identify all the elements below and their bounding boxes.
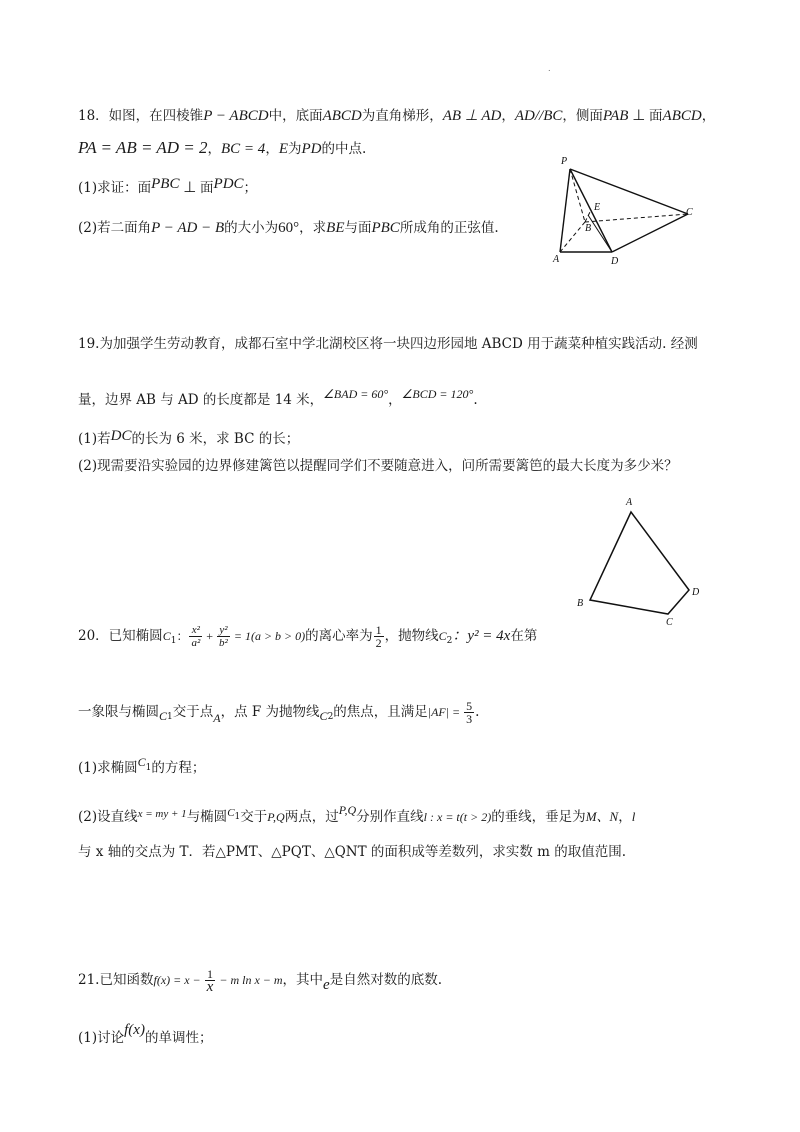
frac-one-half: $\frac{1}{2}$ xyxy=(375,623,382,650)
q18-line2: PA = AB = AD = 2，BC = 4，E为PD的中点. xyxy=(78,138,367,157)
label-a: A xyxy=(553,254,560,265)
label-e: E xyxy=(594,202,601,213)
label-p: P xyxy=(561,156,568,167)
q20-line2: 一象限与椭圆$C_1$交于点A，点 F 为抛物线$C_2$的焦点，且满足|AF| = $\frac{5}{3}$ . xyxy=(78,699,480,726)
edge-pd xyxy=(570,169,612,252)
label-b: B xyxy=(577,598,584,609)
frac-x2-a2: $\frac{\text{x²}}{\text{a²}}$ xyxy=(191,624,201,649)
edge-bc xyxy=(585,214,688,222)
edge-pc xyxy=(570,169,688,214)
label-d: D xyxy=(611,256,619,267)
q20-line3: 与 x 轴的交点为 T．若△PMT、△PQT、△QNT 的面积成等差数列，求实数 m 的取值范围. xyxy=(78,844,627,860)
edge-dc xyxy=(612,214,688,252)
q18-pyramid-figure xyxy=(545,152,705,267)
frac-five-thirds: $\frac{5}{3}$ xyxy=(466,699,473,726)
label-c: C xyxy=(666,617,673,627)
q19-part2: (2)现需要沿实验园的边界修建篱笆以提醒同学们不要随意进入，问所需要篱笆的最大长度为多少米？ xyxy=(78,458,678,474)
label-b: B xyxy=(585,223,592,234)
quadrilateral-abcd xyxy=(590,512,689,614)
q20-part2: (2)设直线$^{x = my + 1}$与椭圆$^{C1}$交于P,Q两点，过P,Q分别作直线l : x = t(t > 2)的垂线，垂足为M、N，l xyxy=(78,803,636,825)
q18-part1: (1)求证：面PBC ⊥ 面PDC； xyxy=(78,176,258,196)
edge-pa xyxy=(560,169,570,252)
top-mark: . xyxy=(548,64,551,73)
q20-line1: 20．已知椭圆$C_1$： $\frac{\text{x²}}{\text{a²}}$ + $\frac{\text{y²}}{\text{b²}}$ = 1(a > b > 0)的离心率为 $\frac{1}{2}$ ，抛物线$C_2$：y² = 4x在第 xyxy=(78,623,538,650)
frac-one-over-x: $\frac{1}{x}$ xyxy=(206,967,214,995)
q19-quadrilateral-figure xyxy=(570,492,710,627)
q19-line1: 19.为加强学生劳动教育，成都石室中学北湖校区将一块四边形园地 ABCD 用于蔬菜种植实践活动. 经测 xyxy=(78,336,698,352)
frac-y2-b2: $\frac{\text{y²}}{\text{b²}}$ xyxy=(219,624,228,649)
q19-line2: 量，边界 AB 与 AD 的长度都是 14 米，∠BAD = 60°，∠BCD = 120°. xyxy=(78,387,478,408)
q18-line1: 18．如图，在四棱锥P − ABCD中，底面ABCD为直角梯形，AB ⊥ AD，AD//BC，侧面PAB ⊥ 面ABCD， xyxy=(78,108,716,124)
label-a: A xyxy=(626,497,633,508)
label-c: C xyxy=(686,207,693,218)
q18-part2: (2)若二面角P − AD − B的大小为60°，求BE与面PBC所成角的正弦值. xyxy=(78,220,499,236)
label-d: D xyxy=(692,587,700,598)
q19-part1: (1)若DC的长为 6 米，求 BC 的长； xyxy=(78,428,300,447)
edge-be xyxy=(585,210,591,222)
q20-part1: (1)求椭圆$C^1$的方程； xyxy=(78,755,206,776)
q21-part1: (1)讨论f(x)的单调性； xyxy=(78,1022,213,1046)
q21-line1: 21.已知函数f(x) = x − $\frac{1}{x}$ − m ln x − m，其中e是自然对数的底数. xyxy=(78,967,442,995)
